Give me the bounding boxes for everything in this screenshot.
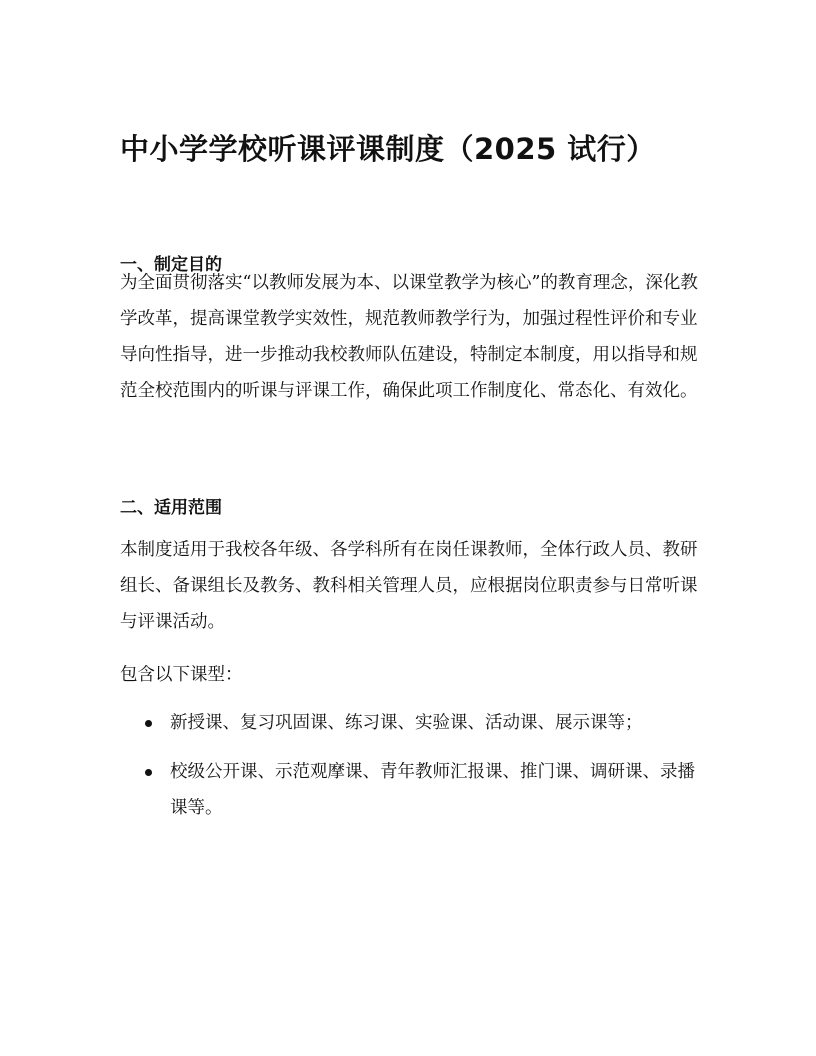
document-title: 中小学学校听课评课制度（2025 试行） <box>120 132 656 166</box>
course-types-list <box>120 705 698 826</box>
list-item <box>120 754 698 826</box>
purpose-paragraph: 为全面贯彻落实“以教师发展为本、以课堂教学为核心”的教育理念，深化教学改革，提高课堂教学实效性，规范教师教学行为，加强过程性评价和专业导向性指导，进一步推动我校教师队伍建设，特制定本制度，用以指导和规范全校范围内的听课与评课工作，确保此项工作制度化、常态化、有效化。 <box>120 273 698 401</box>
bullet-icon <box>145 720 152 727</box>
list-item <box>120 705 698 741</box>
list-item-text: 新授课、复习巩固课、练习课、实验课、活动课、展示课等； <box>170 713 643 733</box>
section-heading-scope: 二、适用范围 <box>120 498 222 518</box>
course-types-intro: 包含以下课型： <box>120 665 243 685</box>
scope-paragraph: 本制度适用于我校各年级、各学科所有在岗任课教师，全体行政人员、教研组长、备课组长及教务、教科相关管理人员，应根据岗位职责参与日常听课与评课活动。 <box>120 540 698 632</box>
list-item-text: 校级公开课、示范观摩课、青年教师汇报课、推门课、调研课、录播课等。 <box>170 762 695 818</box>
bullet-icon <box>145 769 152 776</box>
section-heading-purpose: 一、制定目的 <box>120 255 222 275</box>
